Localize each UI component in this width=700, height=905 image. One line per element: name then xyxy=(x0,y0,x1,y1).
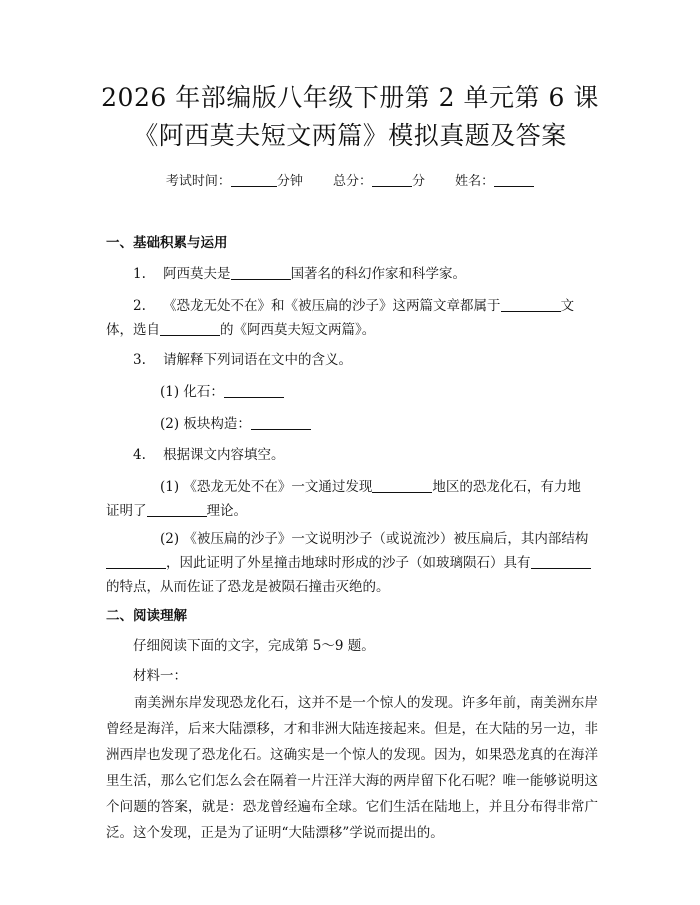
q3-2-blank xyxy=(251,415,311,430)
name-blank xyxy=(494,172,534,187)
document-title-line-1: 2026 年部编版八年级下册第 2 单元第 6 课 xyxy=(101,83,599,112)
q4-2-text-3: 的特点，从而佐证了恐龙是被陨石撞击灭绝的。 xyxy=(106,579,390,595)
q2-text-1: 《恐龙无处不在》和《被压扁的沙子》这两篇文章都属于 xyxy=(163,298,501,314)
q4-1-text-1: (1) 《恐龙无处不在》一文通过发现 xyxy=(160,479,373,495)
question-1 xyxy=(133,262,466,282)
q2-text-3: 体，选自 xyxy=(106,322,160,338)
q1-text-before: 阿西莫夫是 xyxy=(163,266,231,282)
q4-1-text-4: 理论。 xyxy=(206,503,247,519)
question-2-line-2 xyxy=(106,318,375,338)
q4-2-blank-2 xyxy=(531,554,591,569)
section-heading-1: 一、基础积累与运用 xyxy=(106,235,228,251)
q3-2-label: (2) 板块构造： xyxy=(160,416,251,432)
q4-1-blank-1 xyxy=(372,478,432,493)
question-2-line-1 xyxy=(133,294,574,314)
q1-text-after: 国著名的科幻作家和科学家。 xyxy=(290,266,467,282)
question-4-item-2-line-2 xyxy=(106,551,591,571)
time-label: 考试时间： xyxy=(165,174,231,189)
reading-passage: 南美洲东岸发现恐龙化石，这并不是一个惊人的发现。许多年前，南美洲东岸曾经是海洋，后来大陆漂移，才和非洲大陆连接起来。但是，在大陆的另一边，非洲西岸也发现了恐龙化石。这确实是一个惊人的发现。因为，如果恐龙真的在海洋里生活，那么它们怎么会在隔着一片汪洋大海的两岸留下化石呢？唯一能够说明这个问题的答案，就是：恐龙曾经遍布全球。它们生活在陆地上，并且分布得非常广泛。这个发现，正是为了证明“大陆漂移”学说而提出的。 xyxy=(106,695,598,841)
exam-meta xyxy=(0,170,700,189)
q4-text: 根据课文内容填空。 xyxy=(163,447,285,463)
question-4-item-2-line-3 xyxy=(106,575,390,595)
exam-name xyxy=(455,174,534,189)
time-unit: 分钟 xyxy=(276,174,303,189)
score-unit: 分 xyxy=(412,174,426,189)
q2-text-2: 文 xyxy=(560,298,575,314)
q2-blank-1 xyxy=(501,297,561,312)
question-4-item-2-line-1 xyxy=(160,527,588,547)
q4-1-blank-2 xyxy=(147,502,207,517)
reading-instructions: 仔细阅读下面的文字，完成第 5～9 题。 xyxy=(133,638,375,654)
question-3 xyxy=(133,348,352,368)
question-4-item-1-line-2 xyxy=(106,499,247,519)
exam-score xyxy=(333,174,425,189)
q4-number: 4. xyxy=(133,447,146,463)
score-blank xyxy=(372,172,412,187)
q3-1-blank xyxy=(224,383,284,398)
q3-text: 请解释下列词语在文中的含义。 xyxy=(163,352,353,368)
q4-2-blank-1 xyxy=(106,554,166,569)
q3-number: 3. xyxy=(133,352,146,368)
q4-1-text-2: 地区的恐龙化石，有力地 xyxy=(432,479,581,495)
score-label: 总分： xyxy=(332,174,372,189)
q2-text-4: 的《阿西莫夫短文两篇》。 xyxy=(220,322,376,338)
q4-2-text-1: (2) 《被压扁的沙子》一文说明沙子（或说流沙）被压扁后，其内部结构 xyxy=(160,531,589,547)
time-blank xyxy=(231,172,277,187)
document-title-line-2: 《阿西莫夫短文两篇》模拟真题及答案 xyxy=(133,121,567,150)
name-label: 姓名： xyxy=(455,174,495,189)
section-heading-2: 二、阅读理解 xyxy=(106,608,187,624)
exam-time xyxy=(166,174,303,189)
q1-blank xyxy=(231,265,291,280)
question-3-item-1 xyxy=(160,380,284,400)
question-4-item-1-line-1 xyxy=(160,475,581,495)
q2-blank-2 xyxy=(160,321,220,336)
q1-number: 1. xyxy=(133,266,146,282)
question-4 xyxy=(133,443,285,463)
q2-number: 2. xyxy=(133,298,146,314)
q4-2-text-2: ，因此证明了外星撞击地球时形成的沙子（如玻璃陨石）具有 xyxy=(166,555,531,571)
material-label: 材料一： xyxy=(133,668,187,684)
q3-1-label: (1) 化石： xyxy=(160,384,224,400)
q4-1-text-3: 证明了 xyxy=(106,503,147,519)
question-3-item-2 xyxy=(160,412,311,432)
